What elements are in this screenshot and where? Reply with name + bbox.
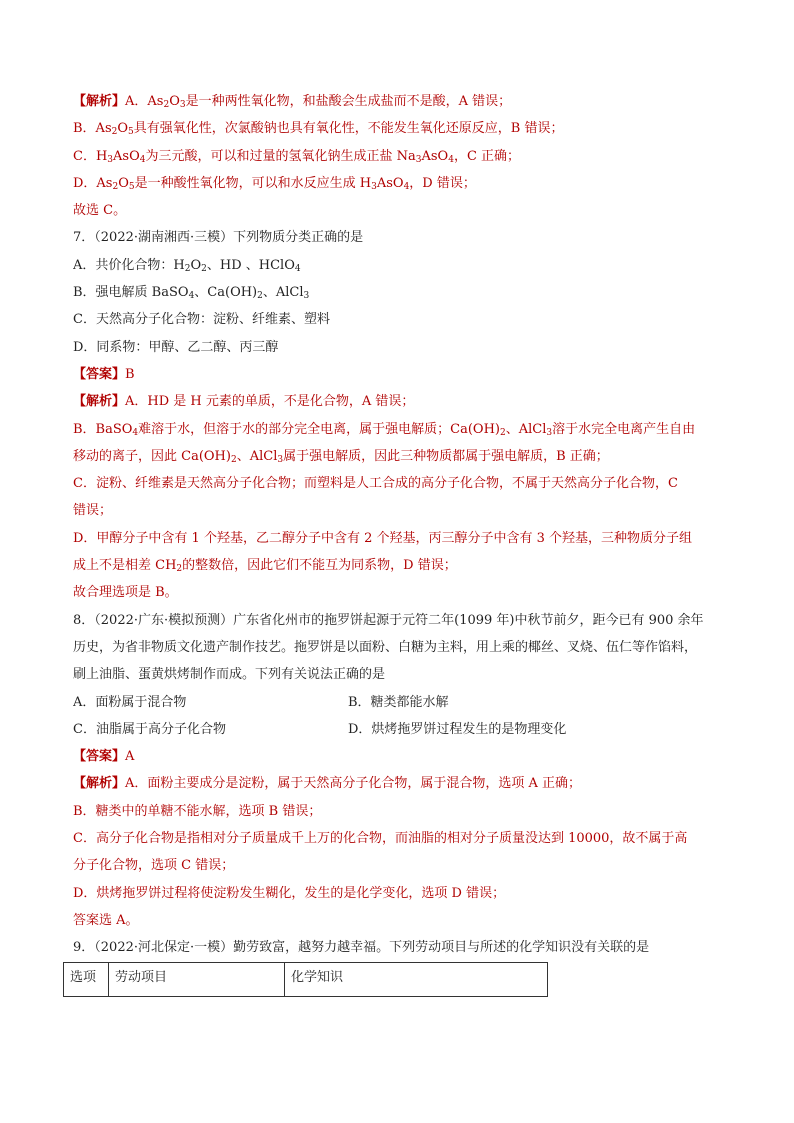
q8-analysis-a: 【解析】A．面粉主要成分是淀粉，属于天然高分子化合物，属于混合物，选项 A 正确；	[73, 776, 582, 792]
q7-option-c: C．天然高分子化合物：淀粉、纤维素、塑料	[73, 312, 330, 328]
table-header-option: 选项	[64, 962, 109, 996]
q8-analysis-b: B．糖类中的单糖不能水解，选项 B 错误；	[73, 803, 322, 819]
q8-option-b: B．糖类都能水解	[348, 694, 449, 710]
q7-option-a: A．共价化合物：$H_2O_2$、HD 、HClO$_4$	[73, 257, 301, 274]
document-page	[70, 88, 733, 997]
table-header-chemistry-knowledge: 化学知识	[285, 962, 548, 996]
q9-table	[63, 962, 548, 997]
q8-options-row1	[73, 689, 733, 716]
q7-answer: 【答案】B	[73, 366, 135, 382]
q8-option-a: A．面粉属于混合物	[73, 694, 187, 710]
q7-analysis-a: 【解析】A．HD 是 H 元素的单质，不是化合物，A 错误；	[73, 394, 415, 410]
q8-options-row2	[73, 716, 733, 743]
q6-analysis-b: B．$As_2O_5$具有强氧化性，次氯酸钠也具有氧化性，不能发生氧化还原反应，B 错误；	[73, 121, 564, 138]
q8-analysis-d: D．烘烤拖罗饼过程将使淀粉发生糊化，发生的是化学变化，选项 D 错误；	[73, 885, 506, 901]
q7-analysis-c-line1: C．淀粉、纤维素是天然高分子化合物；而塑料是人工合成的高分子化合物，不属于天然高分子化合物，C	[73, 476, 678, 492]
q7-analysis-d-line2: 成上不是相差 $CH_2$的整数倍，因此它们不能互为同系物，D 错误；	[73, 558, 457, 575]
q7-analysis-b-line1: B．BaSO$_4$难溶于水，但溶于水的部分完全电离，属于强电解质；$Ca(OH)_2$、AlCl$_3$溶于水完全电离产生自由	[73, 421, 696, 438]
table-header-row	[64, 962, 548, 996]
q7-analysis-b-line2: 移动的离子，因此 $Ca(OH)_2$、AlCl$_3$属于强电解质，因此三种物质都属于强电解质，B 正确；	[73, 448, 609, 465]
q7-analysis-d-line1: D．甲醇分子中含有 1 个羟基，乙二醇分子中含有 2 个羟基，丙三醇分子中含有 3 个羟基，三种物质分子组	[73, 530, 693, 546]
q7-analysis-c-line2: 错误；	[73, 503, 113, 519]
q7-stem: 7．（2022·湖南湘西·三模）下列物质分类正确的是	[73, 230, 364, 246]
q9-stem: 9．（2022·河北保定·一模）勤劳致富，越努力越幸福。下列劳动项目与所述的化学知识没有关联的是	[73, 940, 650, 956]
q8-stem-line3: 刷上油脂、蛋黄烘烤制作而成。下列有关说法正确的是	[73, 667, 386, 683]
q7-option-b: B．强电解质 BaSO$_4$、$Ca(OH)_2$、AlCl$_3$	[73, 285, 310, 302]
q8-analysis-c-line1: C．高分子化合物是指相对分子质量成千上万的化合物，而油脂的相对分子质量没达到 10000，故不属于高	[73, 831, 688, 847]
q8-stem-line1: 8．（2022·广东·模拟预测）广东省化州市的拖罗饼起源于元符二年(1099 年)中秋节前夕，距今已有 900 余年	[73, 612, 704, 628]
q8-analysis-c-line2: 分子化合物，选项 C 错误；	[73, 858, 235, 874]
q7-conclusion: 故合理选项是 B。	[73, 585, 178, 601]
q6-analysis-d: D．$As_2O_5$是一种酸性氧化物，可以和水反应生成 $H_3AsO_4$，D 错误；	[73, 175, 476, 192]
q8-option-d: D．烘烤拖罗饼过程发生的是物理变化	[348, 721, 567, 737]
q8-answer: 【答案】A	[73, 749, 135, 765]
table-header-labor-project: 劳动项目	[109, 962, 285, 996]
q8-stem-line2: 历史，为省非物质文化遗产制作技艺。拖罗饼是以面粉、白糖为主料，用上乘的椰丝、叉烧、伍仁等作馅料，	[73, 639, 698, 655]
q6-conclusion: 故选 C。	[73, 203, 127, 219]
q6-analysis-a: 【解析】A．$As_2O_3$是一种两性氧化物，和盐酸会生成盐而不是酸，A 错误；	[73, 94, 512, 110]
q7-option-d: D．同系物：甲醇、乙二醇、丙三醇	[73, 339, 279, 355]
q8-conclusion: 答案选 A。	[73, 912, 139, 928]
q8-option-c: C．油脂属于高分子化合物	[73, 721, 226, 737]
q6-analysis-c: C．$H_3AsO_4$为三元酸，可以和过量的氢氧化钠生成正盐 $Na_3AsO_4$，C 正确；	[73, 148, 521, 165]
